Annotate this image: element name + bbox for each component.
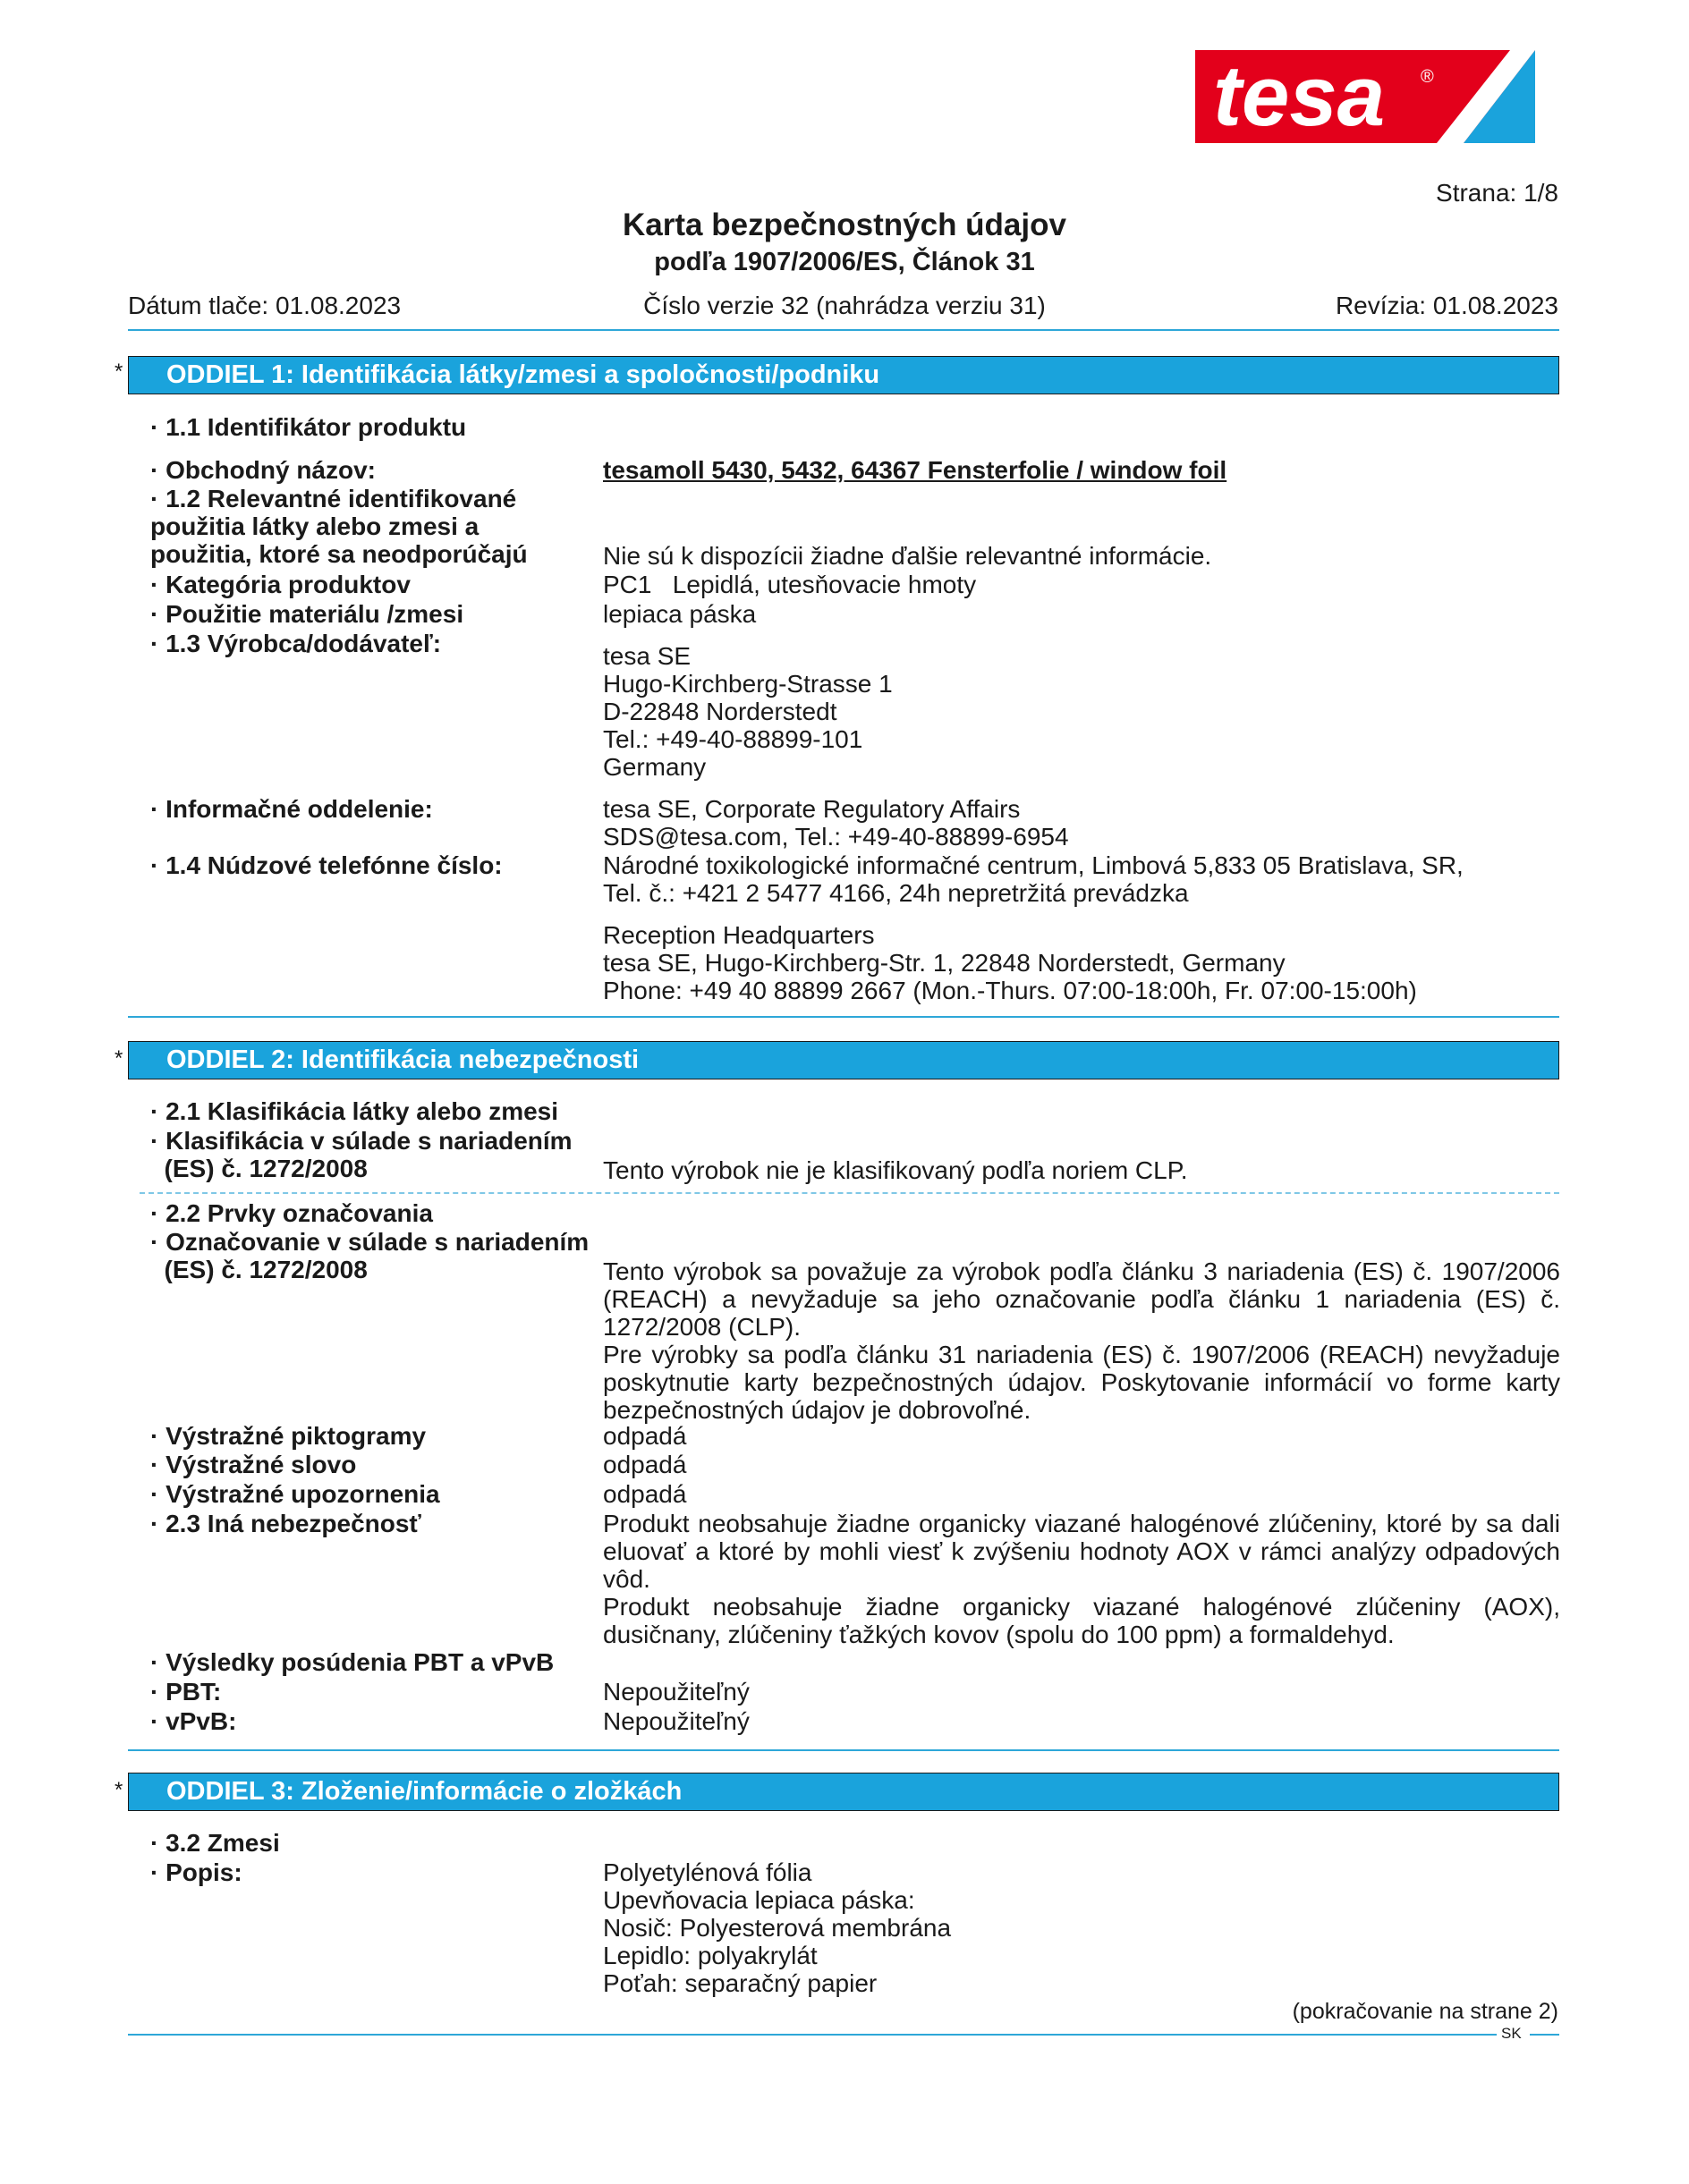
change-marker: * <box>115 1778 123 1802</box>
logo-text: tesa <box>1213 50 1386 143</box>
s2-label-other-hazards: · 2.3 Iná nebezpečnosť <box>150 1510 421 1537</box>
section-1-banner: ODDIEL 1: Identifikácia látky/zmesi a spoločnosti/podniku <box>128 356 1559 394</box>
section-2-banner: ODDIEL 2: Identifikácia nebezpečnosti <box>128 1041 1559 1079</box>
s1-label-info-department: · Informačné oddelenie: <box>150 795 433 823</box>
s1-label-product-category: · Kategória produktov <box>150 571 411 598</box>
s2-label-pbt-vpvb: · Výsledky posúdenia PBT a vPvB <box>150 1648 555 1676</box>
s2-value-vpvb: Nepoužiteľný <box>603 1707 750 1735</box>
s2-value-other-hazards: Produkt neobsahuje žiadne organicky viazané halogénové zlúčeniny, ktoré by sa dali eluovať a ktoré by mohli viesť k zvýšeniu hodnoty AOX v rámci analýzy odpadových vôd. Produkt neobsahuje žiadne organicky viazané halogénové zlúčeniny (AOX), dusičnany, zlúčeniny ťažkých kovov (spolu do 100 ppm) a formaldehyd. <box>603 1510 1560 1648</box>
s2-label-vpvb: · vPvB: <box>150 1707 237 1735</box>
s2-label-signal-word: · Výstražné slovo <box>150 1451 357 1478</box>
footer-divider <box>128 2034 1497 2036</box>
s1-value-material-use: lepiaca páska <box>603 600 757 628</box>
print-date: Dátum tlače: 01.08.2023 <box>128 292 402 319</box>
s2-value-signal-word: odpadá <box>603 1451 687 1478</box>
s2-label-label-elements: · 2.2 Prvky označovania <box>150 1199 433 1227</box>
s3-label-description: · Popis: <box>150 1858 242 1886</box>
s2-label-pbt: · PBT: <box>150 1678 222 1706</box>
s1-label-uses: · 1.2 Relevantné identifikované použitia látky alebo zmesi a použitia, ktoré sa neodporúčajú <box>150 485 528 568</box>
s1-value-manufacturer: tesa SE Hugo-Kirchberg-Strasse 1 D-22848 Norderstedt Tel.: +49-40-88899-101 Germany <box>603 642 893 781</box>
s2-value-classification-clp: Tento výrobok nie je klasifikovaný podľa noriem CLP. <box>603 1156 1188 1184</box>
language-code: SK <box>1501 2025 1522 2042</box>
s1-label-identifier: · 1.1 Identifikátor produktu <box>150 413 467 441</box>
change-marker: * <box>115 1046 123 1071</box>
document-title: Karta bezpečnostných údajov <box>623 207 1066 242</box>
s2-value-pbt: Nepoužiteľný <box>603 1678 750 1706</box>
header-divider <box>128 329 1559 331</box>
s1-label-manufacturer: · 1.3 Výrobca/dodávateľ: <box>150 630 442 657</box>
footer-divider-end <box>1530 2034 1559 2036</box>
revision-date: Revízia: 01.08.2023 <box>1335 292 1558 319</box>
section-1-divider <box>128 1016 1559 1018</box>
document-subtitle: podľa 1907/2006/ES, Článok 31 <box>654 248 1035 276</box>
s3-value-description: Polyetylénová fólia Upevňovacia lepiaca páska: Nosič: Polyesterová membrána Lepidlo: polyakrylát Poťah: separačný papier <box>603 1858 952 1997</box>
s2-label-labelling-clp: · Označovanie v súlade s nariadením (ES) č. 1272/2008 <box>150 1228 590 1283</box>
s1-value-uses: Nie sú k dispozícii žiadne ďalšie relevantné informácie. <box>603 542 1212 570</box>
s1-value-emergency-phone: Národné toxikologické informačné centrum, Limbová 5,833 05 Bratislava, SR, Tel. č.: +421 2 5477 4166, 24h nepretržitá prevádzka <box>603 851 1464 907</box>
s1-label-trade-name: · Obchodný názov: <box>150 456 376 484</box>
s2-label-classification: · 2.1 Klasifikácia látky alebo zmesi <box>150 1097 559 1125</box>
tesa-logo <box>1195 50 1535 143</box>
s1-value-trade-name: tesamoll 5430, 5432, 64367 Fensterfolie / window foil <box>603 456 1227 484</box>
page-number: Strana: 1/8 <box>1436 179 1558 207</box>
section-3-banner: ODDIEL 3: Zloženie/informácie o zložkách <box>128 1773 1559 1811</box>
s1-label-material-use: · Použitie materiálu /zmesi <box>150 600 464 628</box>
s2-value-labelling-clp: Tento výrobok sa považuje za výrobok podľa článku 3 nariadenia (ES) č. 1907/2006 (REACH) a nevyžaduje sa jeho označovanie podľa článku 1 nariadenia (ES) č. 1272/2008 (CLP). Pre výrobky sa podľa článku 31 nariadenia (ES) č. 1907/2006 (REACH) nevyžaduje poskytnutie karty bezpečnostných údajov. Poskytovanie informácií vo forme karty bezpečnostných údajov je dobrovoľné. <box>603 1257 1560 1424</box>
section-2-divider <box>128 1749 1559 1751</box>
logo-registered: ® <box>1421 67 1434 87</box>
continuation-note: (pokračovanie na strane 2) <box>1292 1999 1558 2024</box>
s1-value-headquarters: Reception Headquarters tesa SE, Hugo-Kirchberg-Str. 1, 22848 Norderstedt, Germany Phone: +49 40 88899 2667 (Mon.-Thurs. 07:00-18:00h, Fr. 07:00-15:00h) <box>603 921 1417 1004</box>
s2-value-pictograms: odpadá <box>603 1422 687 1450</box>
s2-value-hazard-statements: odpadá <box>603 1480 687 1508</box>
s1-label-emergency-phone: · 1.4 Núdzové telefónne číslo: <box>150 851 503 879</box>
change-marker: * <box>115 360 123 384</box>
s2-label-pictograms: · Výstražné piktogramy <box>150 1422 427 1450</box>
subsection-divider <box>140 1192 1559 1194</box>
s3-label-mixtures: · 3.2 Zmesi <box>150 1829 280 1857</box>
s2-label-classification-clp: · Klasifikácia v súlade s nariadením (ES) č. 1272/2008 <box>150 1127 573 1182</box>
version-number: Číslo verzie 32 (nahrádza verziu 31) <box>643 292 1046 319</box>
s1-value-product-category: PC1 Lepidlá, utesňovacie hmoty <box>603 571 977 598</box>
s1-value-info-department: tesa SE, Corporate Regulatory Affairs SDS@tesa.com, Tel.: +49-40-88899-6954 <box>603 795 1069 851</box>
s2-label-hazard-statements: · Výstražné upozornenia <box>150 1480 440 1508</box>
